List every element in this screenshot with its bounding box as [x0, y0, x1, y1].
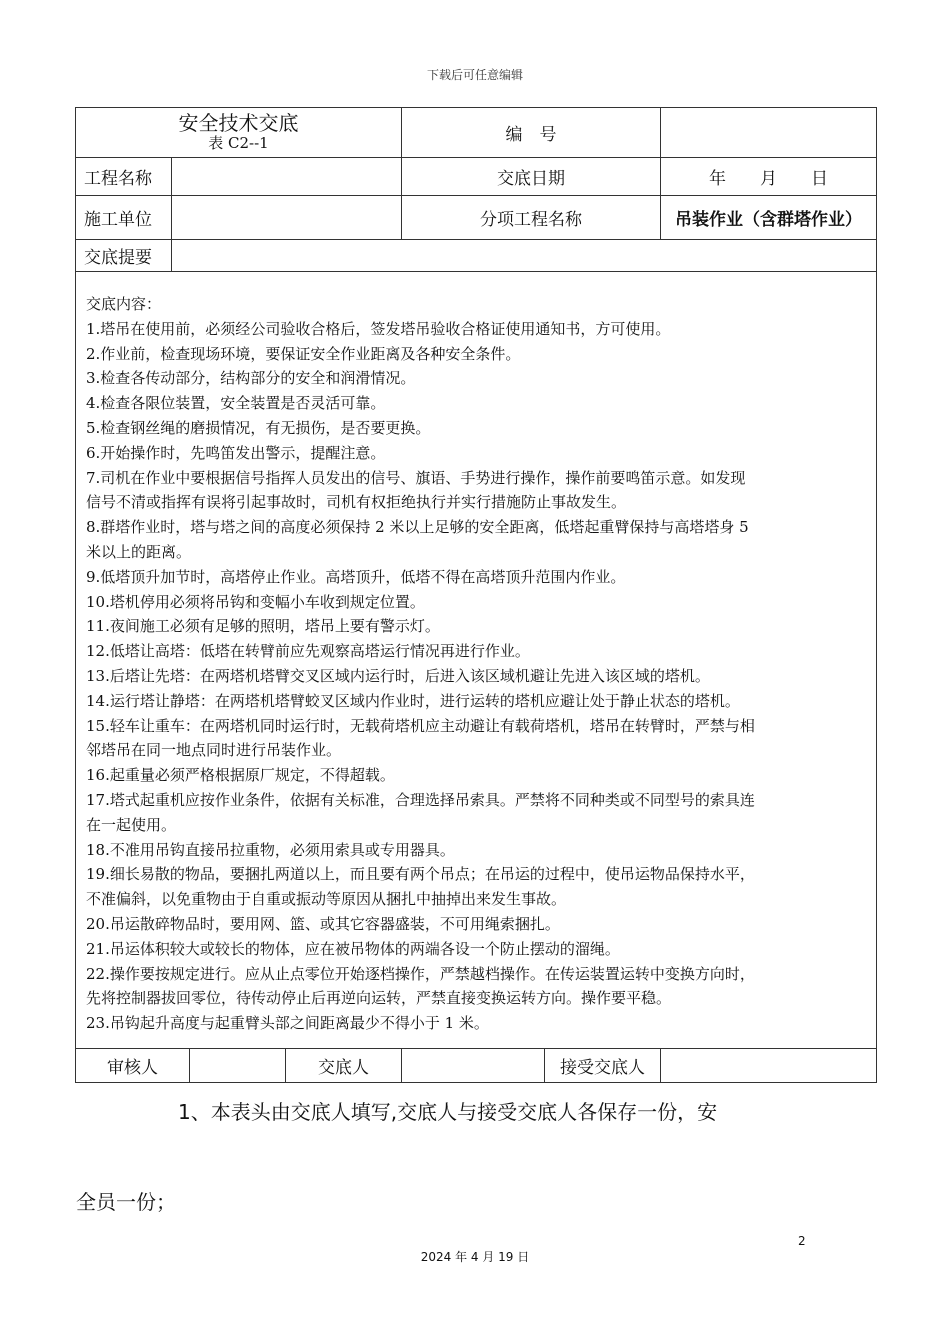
content-line: 10.塔机停用必须将吊钩和变幅小车收到规定位置。 [86, 592, 425, 611]
form-title-cell [76, 108, 402, 158]
content-line: 信号不清或指挥有误将引起事故时，司机有权拒绝执行并实行措施防止事故发生。 [86, 493, 627, 512]
reviewer-field[interactable] [190, 1049, 286, 1083]
content-line: 7.司机在作业中要根据信号指挥人员发出的信号、旗语、手势进行操作，操作前要鸣笛示意。如发现 [86, 468, 746, 487]
content-line: 23.吊钩起升高度与起重臂头部之间距离最少不得小于 1 米。 [86, 1014, 489, 1033]
content-line: 17.塔式起重机应按作业条件，依据有关标准，合理选择吊索具。严禁将不同种类或不同型号的索具连 [86, 790, 755, 809]
content-line: 5.检查钢丝绳的磨损情况，有无损伤，是否要更换。 [86, 418, 431, 437]
content-line: 14.运行塔让静塔：在两塔机塔臂蛟叉区域内作业时，进行运转的塔机应避让处于静止状态的塔机。 [86, 691, 740, 710]
discloser-field[interactable] [402, 1049, 545, 1083]
safety-disclosure-form [75, 107, 877, 1083]
unit-field[interactable] [172, 196, 402, 240]
receiver-label: 接受交底人 [545, 1049, 661, 1083]
form-title: 安全技术交底 [178, 111, 299, 136]
discloser-label: 交底人 [286, 1049, 402, 1083]
content-line: 12.低塔让高塔：低塔在转臂前应先观察高塔运行情况再进行作业。 [86, 642, 530, 661]
project-name-field[interactable] [172, 158, 402, 196]
content-line: 13.后塔让先塔：在两塔机塔臂交叉区域内运行时，后进入该区域机避让先进入该区域的塔机。 [86, 666, 710, 685]
date-label: 交底日期 [402, 158, 661, 196]
summary-field[interactable] [172, 240, 877, 272]
form-note-line-2: 全员一份； [76, 1190, 176, 1214]
content-line: 20.吊运散碎物品时，要用网、篮、或其它容器盛装，不可用绳索捆扎。 [86, 914, 560, 933]
content-line: 2.作业前，检查现场环境，要保证安全作业距离及各种安全条件。 [86, 344, 521, 363]
content-line: 邻塔吊在同一地点同时进行吊装作业。 [86, 741, 342, 760]
content-line: 米以上的距离。 [86, 542, 192, 561]
content-line: 先将控制器拔回零位，待传动停止后再逆向运转，严禁直接变换运转方向。操作要平稳。 [86, 989, 672, 1008]
content-line: 在一起使用。 [86, 815, 177, 834]
content-line: 1.塔吊在使用前，必须经公司验收合格后，签发塔吊验收合格证使用通知书，方可使用。 [86, 319, 671, 338]
content-line: 6.开始操作时，先鸣笛发出警示，提醒注意。 [86, 443, 386, 462]
content-line: 15.轻车让重车：在两塔机同时运行时，无载荷塔机应主动避让有载荷塔机，塔吊在转臂时，严禁与相 [86, 716, 755, 735]
content-line: 22.操作要按规定进行。应从止点零位开始逐档操作，严禁越档操作。在传运装置运转中变换方向时， [86, 964, 755, 983]
page-number: 2 [798, 1234, 806, 1248]
reviewer-label: 审核人 [76, 1049, 190, 1083]
content-line: 不准偏斜，以免重物由于自重或振动等原因从捆扎中抽掉出来发生事故。 [86, 890, 567, 909]
content-line: 21.吊运体积较大或较长的物体，应在被吊物体的两端各设一个防止摆动的溜绳。 [86, 939, 620, 958]
date-field[interactable]: 年 月 日 [661, 158, 877, 196]
project-name-label: 工程名称 [76, 158, 172, 196]
form-code: 表 C2--1 [208, 134, 269, 153]
summary-label: 交底提要 [76, 240, 172, 272]
content-line: 8.群塔作业时，塔与塔之间的高度必须保持 2 米以上足够的安全距离，低塔起重臂保持与高塔塔身 5 [86, 518, 749, 537]
content-line: 18.不准用吊钩直接吊拉重物，必须用索具或专用器具。 [86, 840, 455, 859]
sub-project-label: 分项工程名称 [402, 196, 661, 240]
content-line: 19.细长易散的物品，要捆扎两道以上，而且要有两个吊点；在吊运的过程中，使吊运物品保持水平， [86, 865, 755, 884]
unit-label: 施工单位 [76, 196, 172, 240]
header-note: 下载后可任意编辑 [426, 68, 523, 82]
receiver-field[interactable] [661, 1049, 877, 1083]
form-note-line-1: 1、本表头由交底人填写,交底人与接受交底人各保存一份，安 [178, 1100, 718, 1124]
number-field[interactable] [661, 108, 877, 158]
sub-project-value: 吊装作业（含群塔作业） [661, 196, 877, 240]
disclosure-content [76, 272, 877, 1049]
number-label: 编 号 [402, 108, 661, 158]
content-line: 16.起重量必须严格根据原厂规定，不得超载。 [86, 766, 395, 785]
content-line: 11.夜间施工必须有足够的照明，塔吊上要有警示灯。 [86, 617, 440, 636]
footer-date: 2024 年 4 月 19 日 [420, 1250, 530, 1264]
content-line: 3.检查各传动部分，结构部分的安全和润滑情况。 [86, 369, 416, 388]
content-line: 交底内容： [86, 295, 162, 313]
content-lines [86, 292, 868, 1036]
content-line: 4.检查各限位装置，安全装置是否灵活可靠。 [86, 394, 386, 413]
content-line: 9.低塔顶升加节时，高塔停止作业。高塔顶升，低塔不得在高塔顶升范围内作业。 [86, 567, 626, 586]
